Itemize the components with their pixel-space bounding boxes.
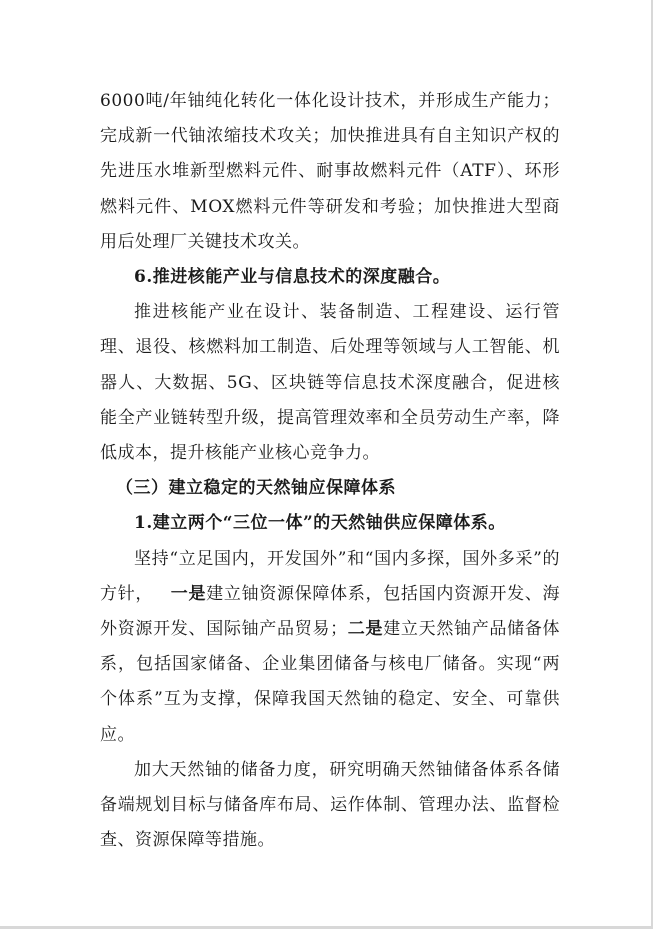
paragraph-text: 建立铀资源保障体系，包括国内资源开发、海外资源开发、国际铀产品贸易； (100, 583, 561, 640)
emphasis-first: 一是 (170, 583, 207, 604)
emphasis-second: 二是 (347, 619, 384, 640)
paragraph-text: 建立天然铀产品储备体系，包括国家储备、企业集团储备与核电厂储备。实现“两个体系”互为支撑，保障我国天然铀的稳定、安全、可靠供应。 (100, 619, 561, 745)
paragraph-text: 坚持“立足国内，开发国外”和“国内多探，国外多采”的方针， (100, 548, 560, 604)
heading-item-6: 6.推进核能产业与信息技术的深度融合。 (134, 267, 451, 288)
paragraph-information-technology: 推进核能产业在设计、装备制造、工程建设、运行管理、退役、核燃料加工制造、后处理等领域与人工智能、机器人、大数据、5G、区块链等信息技术深度融合，促进核能全产业链转型升级，提高管理效率和全员劳动生产率，降低成本，提升核能产业核心竞争力。 (100, 302, 560, 464)
heading-item-1: 1.建立两个“三位一体”的天然铀供应保障体系。 (134, 513, 506, 534)
document-body (100, 84, 560, 858)
section-heading-uranium-supply: （三）建立稳定的天然铀应保障体系 (116, 478, 396, 499)
paragraph-reserve: 加大天然铀的储备力度，研究明确天然铀储备体系各储备端规划目标与储备库布局、运作体制、管理办法、监督检查、资源保障等措施。 (100, 759, 560, 851)
paragraph-fuel-technology: 6000吨/年铀纯化转化一体化设计技术，并形成生产能力；完成新一代铀浓缩技术攻关；加快推进具有自主知识产权的先进压水堆新型燃料元件、耐事故燃料元件（ATF）、环形燃料元件、MOX燃料元件等研发和考验；加快推进大型商用后处理厂关键技术攻关。 (100, 91, 560, 252)
paragraph-two-systems (100, 542, 560, 753)
